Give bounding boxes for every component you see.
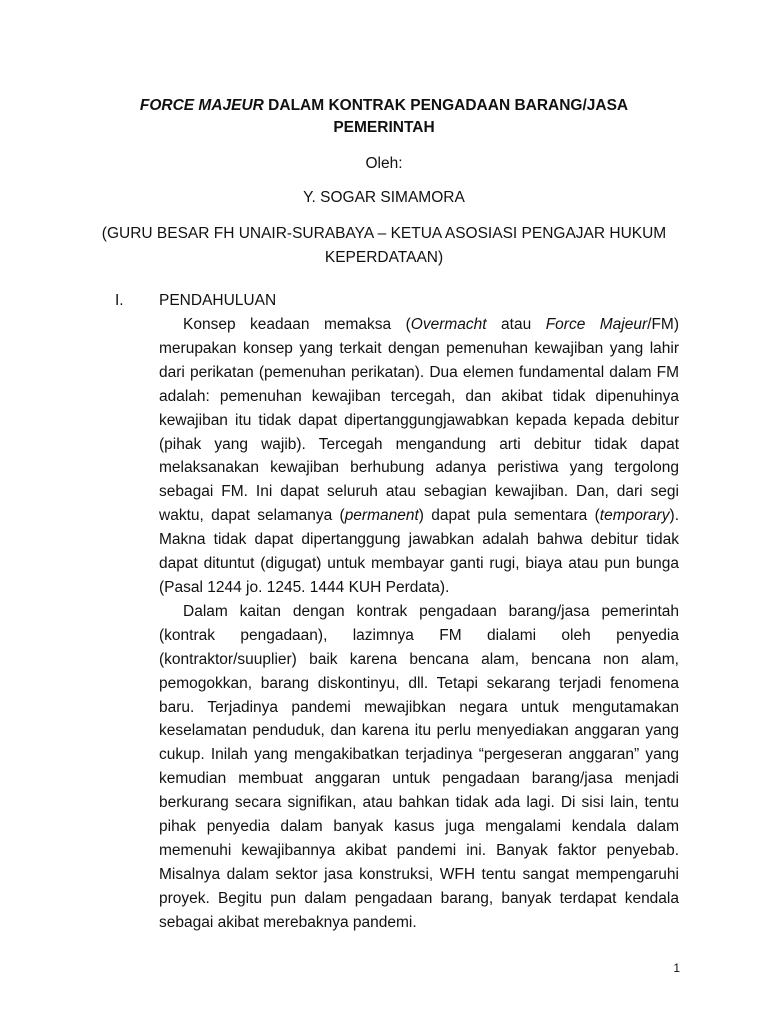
document-title [90, 95, 678, 139]
p1-text-g: ) dapat pula sementara ( [418, 507, 600, 525]
section-heading-row [115, 289, 680, 313]
p1-text-c: atau [486, 316, 546, 333]
author-name: Y. SOGAR SIMAMORA [303, 189, 465, 206]
title-block [90, 95, 678, 270]
section-pendahuluan [115, 289, 680, 935]
p1-term-permanent: permanent [344, 507, 419, 525]
section-body [159, 313, 679, 935]
section-heading: PENDAHULUAN [159, 292, 277, 309]
page-number: 1 [673, 961, 680, 975]
title-italic: FORCE MAJEUR [139, 97, 264, 114]
title-text: DALAM KONTRAK PENGADAAN BARANG/JASA PEMERINTAH [263, 97, 629, 136]
p1-text-a: Konsep keadaan memaksa ( [183, 316, 411, 333]
paragraph-1 [159, 313, 679, 600]
paragraph-2: Dalam kaitan dengan kontrak pengadaan barang/jasa pemerintah (kontrak pengadaan), lazimnya FM dialami oleh penyedia (kontraktor/suuplier) baik karena bencana alam, bencana non alam, pemogokkan, barang diskontinyu, dll. Tetapi sekarang terjadi fenomena baru. Terjadinya pandemi mewajibkan negara untuk mengutamakan keselamatan penduduk, dan karena itu perlu menyediakan anggaran yang cukup. Inilah yang mengakibatkan terjadinya “pergeseran anggaran” yang kemudian membuat anggaran untuk pengadaan barang/jasa menjadi berkurang secara signifikan, atau bahkan tidak ada lagi. Di sisi lain, tentu pihak penyedia dalam banyak kasus juga mengalami kendala dalam memenuhi kewajibannya akibat pandemi ini. Banyak faktor penyebab. Misalnya dalam sektor jasa konstruksi, WFH tentu sangat mempengaruhi proyek. Begitu pun dalam pengadaan barang, banyak terdapat kendala sebagai akibat merebaknya pandemi. [159, 602, 679, 931]
p1-term-temporary: temporary [599, 507, 670, 525]
section-number: I. [115, 292, 124, 309]
p1-term-force-majeur: Force Majeur [545, 316, 648, 333]
author-affiliation: (GURU BESAR FH UNAIR-SURABAYA – KETUA ASOSIASI PENGAJAR HUKUM KEPERDATAAN) [101, 225, 667, 266]
p1-text-i: ). Makna tidak dapat dipertanggung jawabkan adalah bahwa debitur tidak dapat dituntut (digugat) untuk membayar ganti rugi, biaya atau pun bunga (Pasal 1244 jo. 1245. 1444 KUH Perdata). [159, 507, 680, 596]
p1-term-overmacht: Overmacht [410, 316, 487, 333]
p1-text-e: /FM) merupakan konsep yang terkait dengan pemenuhan kewajiban yang lahir dari perikatan (pemenuhan perikatan). Dua elemen fundamental dalam FM adalah: pemenuhan kewajiban tercegah, dan akibat tidak dipenuhinya kewajiban itu tidak dapat dipertanggungjawabkan kepada kepada debitur (pihak yang wajib). Tercegah mengandung arti debitur tidak dapat melaksanakan kewajiban berhubung adanya peristiwa yang tergolong sebagai FM. Ini dapat seluruh atau sebagian kewajiban. Dan, dari segi waktu, dapat selamanya ( [159, 316, 680, 525]
byline: Oleh: [365, 155, 403, 172]
